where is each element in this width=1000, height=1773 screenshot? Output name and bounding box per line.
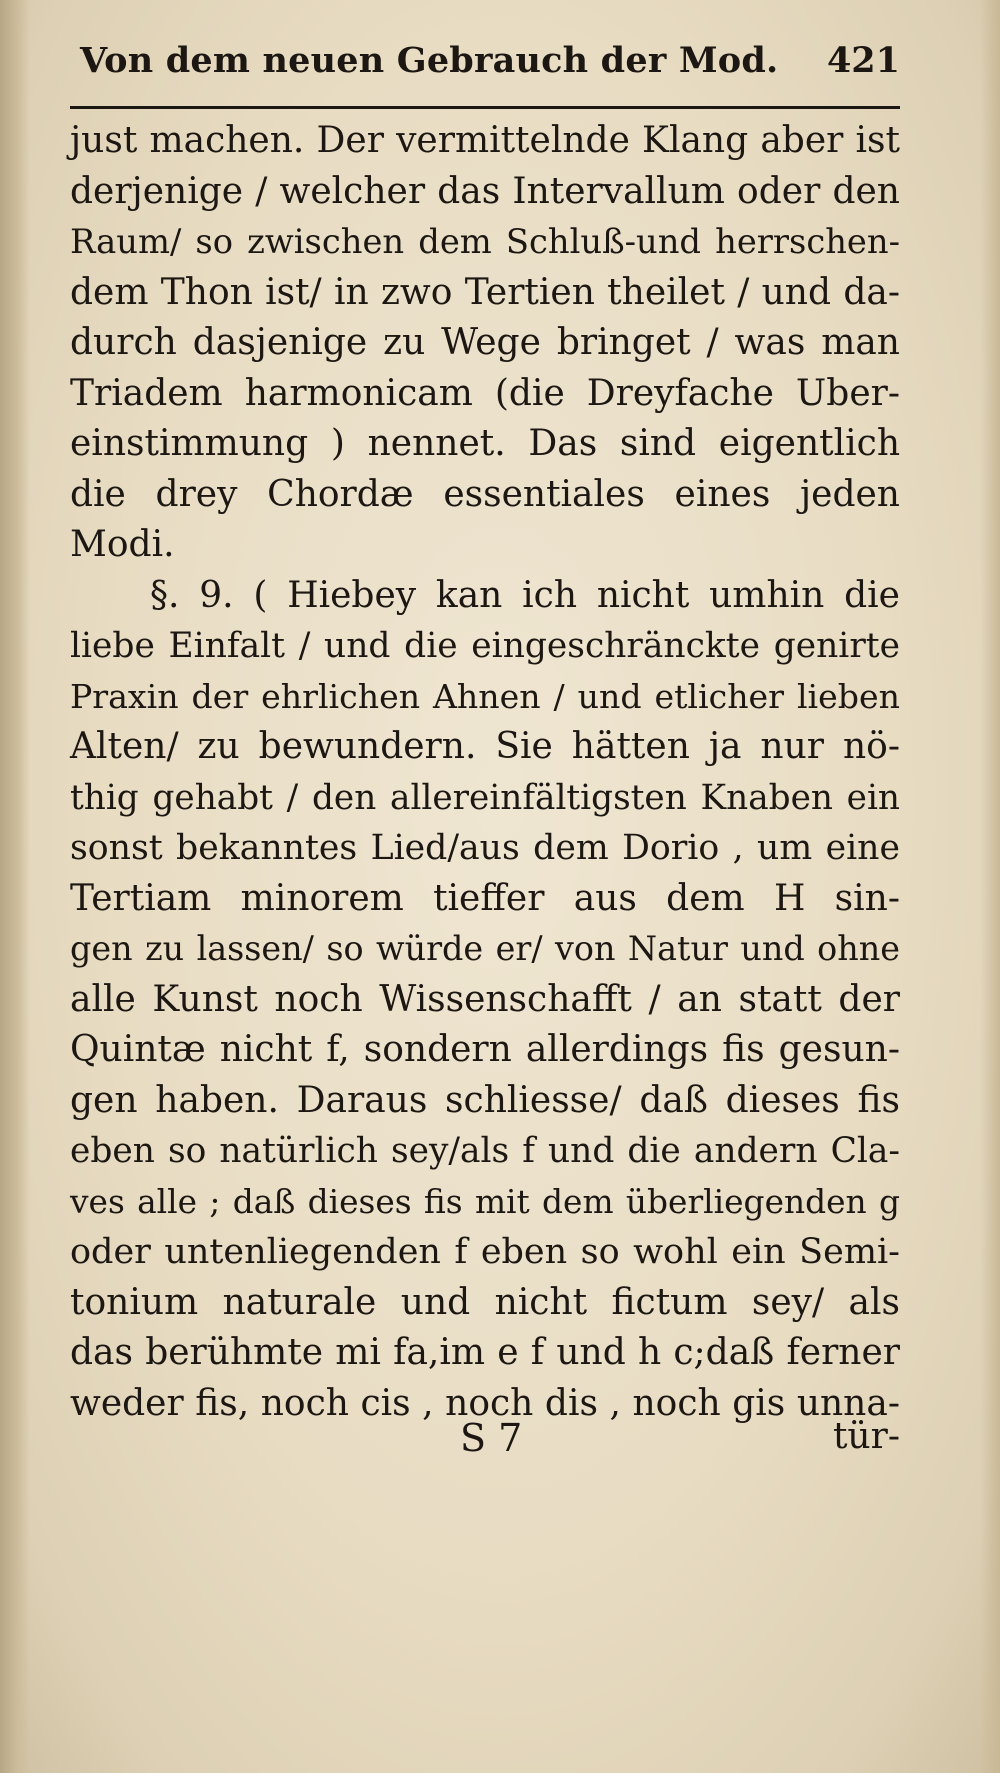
text-line: oder untenliegenden f eben so wohl ein Semi- [70, 1232, 900, 1272]
text-line: Alten/ zu bewundern. Sie hätten ja nur nö- [70, 726, 900, 767]
text-line: liebe Einfalt / und die eingeschränckte genirte [70, 626, 900, 666]
text-line: sonst bekanntes Lied/aus dem Dorio , um eine [70, 828, 900, 868]
text-line: Triadem harmonicam (die Dreyfache Uber- [70, 372, 900, 414]
text-line: thig gehabt / den allereinfältigsten Knaben ein [70, 777, 900, 818]
text-line: derjenige / welcher das Intervallum oder den [70, 170, 900, 212]
text-line: §. 9. ( Hiebey kan ich nicht umhin die [150, 574, 900, 616]
text-line: eben so natürlich sey/als f und die andern Cla- [70, 1131, 900, 1171]
text-line: gen zu lassen/ so würde er/ von Natur und ohne [70, 929, 900, 968]
text-line: Raum/ so zwischen dem Schluß-und herrschen- [70, 222, 900, 261]
catchword: tür- [832, 1416, 900, 1457]
text-line: Modi. [70, 524, 175, 565]
text-line: die drey Chordæ essentiales eines jeden [70, 473, 900, 515]
text-line: gen haben. Daraus schliesse/ daß dieses fis [70, 1079, 900, 1121]
page-edge-shadow [980, 0, 1000, 1773]
text-line: durch dasjenige zu Wege bringet / was man [70, 322, 900, 363]
running-head: Von dem neuen Gebrauch der Mod. [80, 40, 779, 81]
text-line: just machen. Der vermittelnde Klang aber ist [70, 120, 900, 161]
page-footer [70, 1416, 900, 1472]
text-line: weder fis, noch cis , noch dis , noch gis unna- [70, 1382, 900, 1424]
page-number: 421 [826, 40, 900, 81]
text-line: dem Thon ist/ in zwo Tertien theilet / und da- [70, 271, 900, 313]
text-line: einstimmung ) nennet. Das sind eigentlich [70, 423, 900, 464]
page-gutter-shadow [0, 0, 30, 1773]
text-line: Quintæ nicht f, sondern allerdings fis gesun- [70, 1029, 900, 1070]
text-line: das berühmte mi fa,im e f und h c;daß ferner [70, 1332, 900, 1373]
text-line: Tertiam minorem tieffer aus dem H sin- [70, 877, 900, 919]
text-line: alle Kunst noch Wissenschafft / an statt der [70, 978, 900, 1020]
header-rule [70, 106, 900, 109]
body-text [70, 116, 900, 1429]
page-header [70, 40, 900, 104]
text-line: tonium naturale und nicht fictum sey/ als [70, 1281, 900, 1323]
text-line: ves alle ; daß dieses fis mit dem überliegenden g [70, 1182, 900, 1221]
text-line: Praxin der ehrlichen Ahnen / und etlicher lieben [70, 676, 900, 716]
signature-mark: S 7 [460, 1416, 523, 1460]
